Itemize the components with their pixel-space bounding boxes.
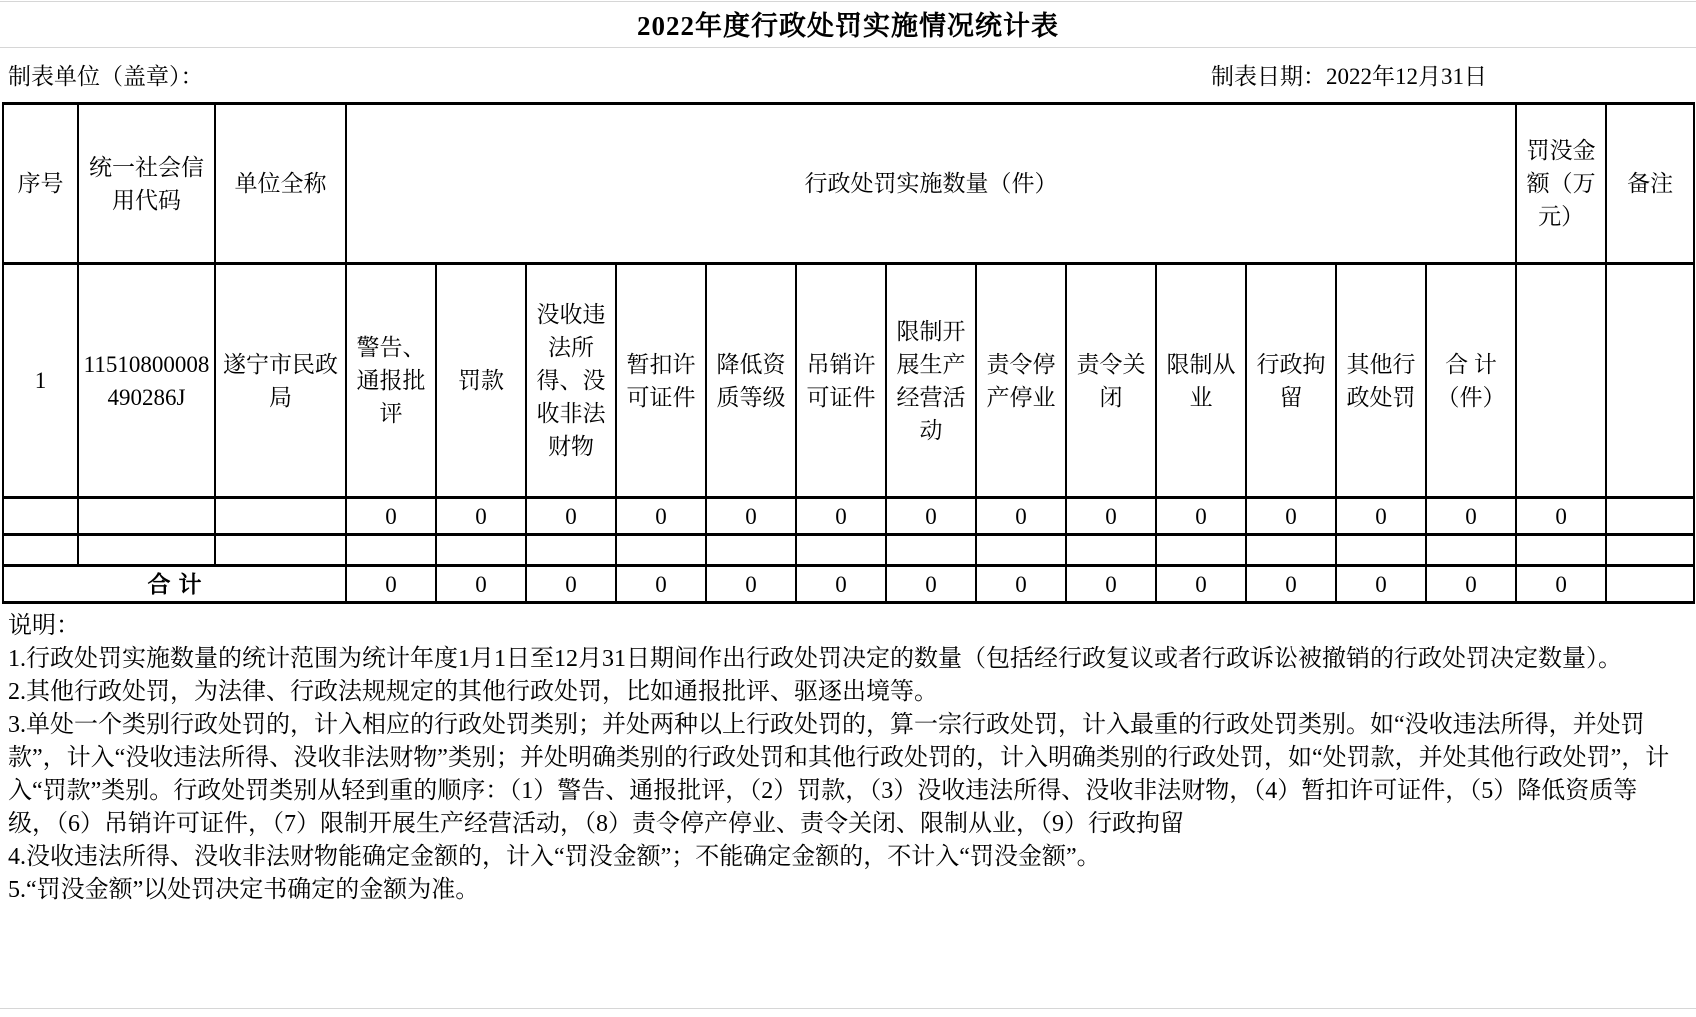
issuing-unit-label: 制表单位（盖章）： xyxy=(8,64,204,89)
count-cell: 0 xyxy=(1426,498,1516,535)
unit-values-row xyxy=(3,498,1694,535)
blank-cell xyxy=(1606,535,1694,566)
total-row xyxy=(3,566,1694,603)
header-remark: 备注 xyxy=(1606,104,1694,264)
blank-cell xyxy=(616,535,706,566)
total-count-cell: 0 xyxy=(346,566,436,603)
empty-row xyxy=(3,535,1694,566)
count-cell: 0 xyxy=(1246,498,1336,535)
penalty-statistics-table xyxy=(2,102,1695,604)
count-cell: 0 xyxy=(796,498,886,535)
category-cell: 限制开展生产经营活动 xyxy=(886,264,976,498)
total-label-cell: 合计 xyxy=(3,566,346,603)
note-item: 4.没收违法所得、没收非法财物能确定金额的，计入“罚没金额”；不能确定金额的，不计入“罚没金额”。 xyxy=(8,844,1101,870)
category-cell: 限制从业 xyxy=(1156,264,1246,498)
count-cell: 0 xyxy=(346,498,436,535)
notes-section xyxy=(0,604,1696,907)
blank-cell xyxy=(526,535,616,566)
blank-cell xyxy=(215,535,346,566)
blank-cell xyxy=(78,498,215,535)
title-divider xyxy=(0,47,1696,48)
total-count-cell: 0 xyxy=(616,566,706,603)
total-count-cell: 0 xyxy=(976,566,1066,603)
count-cell: 0 xyxy=(706,498,796,535)
category-cell: 罚款 xyxy=(436,264,526,498)
header-seq: 序号 xyxy=(3,104,78,264)
note-item: 5.“罚没金额”以处罚决定书确定的金额为准。 xyxy=(8,877,480,903)
blank-cell xyxy=(1066,535,1156,566)
amount-value-cell: 0 xyxy=(1516,498,1606,535)
amount-blank-cell xyxy=(1516,264,1606,498)
total-count-cell: 0 xyxy=(1336,566,1426,603)
blank-cell xyxy=(215,498,346,535)
count-cell: 0 xyxy=(436,498,526,535)
top-divider xyxy=(0,1,1696,2)
count-cell: 0 xyxy=(1336,498,1426,535)
total-count-cell: 0 xyxy=(886,566,976,603)
table-header-row xyxy=(3,104,1694,264)
blank-cell xyxy=(976,535,1066,566)
blank-cell xyxy=(436,535,526,566)
header-unit-name: 单位全称 xyxy=(215,104,346,264)
blank-cell xyxy=(706,535,796,566)
bottom-divider xyxy=(0,1008,1696,1009)
total-count-cell: 0 xyxy=(436,566,526,603)
notes-heading: 说明： xyxy=(8,613,80,639)
category-cell: 警告、通报批评 xyxy=(346,264,436,498)
count-cell: 0 xyxy=(976,498,1066,535)
seq-cell: 1 xyxy=(3,264,78,498)
blank-cell xyxy=(3,535,78,566)
category-cell: 合 计（件） xyxy=(1426,264,1516,498)
remark-blank-cell xyxy=(1606,566,1694,603)
category-cell: 没收违法所得、没收非法财物 xyxy=(526,264,616,498)
count-cell: 0 xyxy=(1066,498,1156,535)
blank-cell xyxy=(78,535,215,566)
note-item: 1.行政处罚实施数量的统计范围为统计年度1月1日至12月31日期间作出行政处罚决定的数量（包括经行政复议或者行政诉讼被撤销的行政处罚决定数量）。 xyxy=(8,646,1622,672)
report-date-label: 制表日期：2022年12月31日 xyxy=(1211,64,1487,89)
blank-cell xyxy=(1156,535,1246,566)
unit-category-row xyxy=(3,264,1694,498)
remark-blank-cell xyxy=(1606,498,1694,535)
category-cell: 降低资质等级 xyxy=(706,264,796,498)
note-item: 2.其他行政处罚，为法律、行政法规规定的其他行政处罚，比如通报批评、驱逐出境等。 xyxy=(8,679,938,705)
category-cell: 其他行政处罚 xyxy=(1336,264,1426,498)
count-cell: 0 xyxy=(1156,498,1246,535)
total-amount-cell: 0 xyxy=(1516,566,1606,603)
unit-name-cell: 遂宁市民政局 xyxy=(215,264,346,498)
category-cell: 责令关闭 xyxy=(1066,264,1156,498)
total-count-cell: 0 xyxy=(706,566,796,603)
count-cell: 0 xyxy=(526,498,616,535)
total-count-cell: 0 xyxy=(1156,566,1246,603)
header-fine-amount: 罚没金额（万元） xyxy=(1516,104,1606,264)
blank-cell xyxy=(1426,535,1516,566)
category-cell: 行政拘留 xyxy=(1246,264,1336,498)
note-item: 3.单处一个类别行政处罚的，计入相应的行政处罚类别；并处两种以上行政处罚的，算一宗行政处罚，计入最重的行政处罚类别。如“没收违法所得，并处罚款”，计入“没收违法所得、没收非法财物”类别；并处明确类别的行政处罚和其他行政处罚的，计入明确类别的行政处罚，如“处罚款，并处其他行政处罚”，计入“罚款”类别。行政处罚类别从轻到重的顺序：（1）警告、通报批评，（2）罚款，（3）没收违法所得、没收非法财物，（4）暂扣许可证件，（5）降低资质等级，（6）吊销许可证件，（7）限制开展生产经营活动，（8）责令停产停业、责令关闭、限制从业，（9）行政拘留 xyxy=(8,712,1670,837)
total-count-cell: 0 xyxy=(1246,566,1336,603)
blank-cell xyxy=(796,535,886,566)
total-count-cell: 0 xyxy=(1426,566,1516,603)
blank-cell xyxy=(1246,535,1336,566)
credit-code-cell: 11510800008490286J xyxy=(78,264,215,498)
category-cell: 责令停产停业 xyxy=(976,264,1066,498)
blank-cell xyxy=(886,535,976,566)
category-cell: 暂扣许可证件 xyxy=(616,264,706,498)
count-cell: 0 xyxy=(886,498,976,535)
page-title: 2022年度行政处罚实施情况统计表 xyxy=(637,11,1059,41)
total-count-cell: 0 xyxy=(796,566,886,603)
blank-cell xyxy=(346,535,436,566)
blank-cell xyxy=(3,498,78,535)
count-cell: 0 xyxy=(616,498,706,535)
category-cell: 吊销许可证件 xyxy=(796,264,886,498)
total-count-cell: 0 xyxy=(526,566,616,603)
remark-blank-cell xyxy=(1606,264,1694,498)
blank-cell xyxy=(1516,535,1606,566)
total-count-cell: 0 xyxy=(1066,566,1156,603)
header-credit-code: 统一社会信用代码 xyxy=(78,104,215,264)
header-penalty-quantity: 行政处罚实施数量（件） xyxy=(346,104,1516,264)
blank-cell xyxy=(1336,535,1426,566)
